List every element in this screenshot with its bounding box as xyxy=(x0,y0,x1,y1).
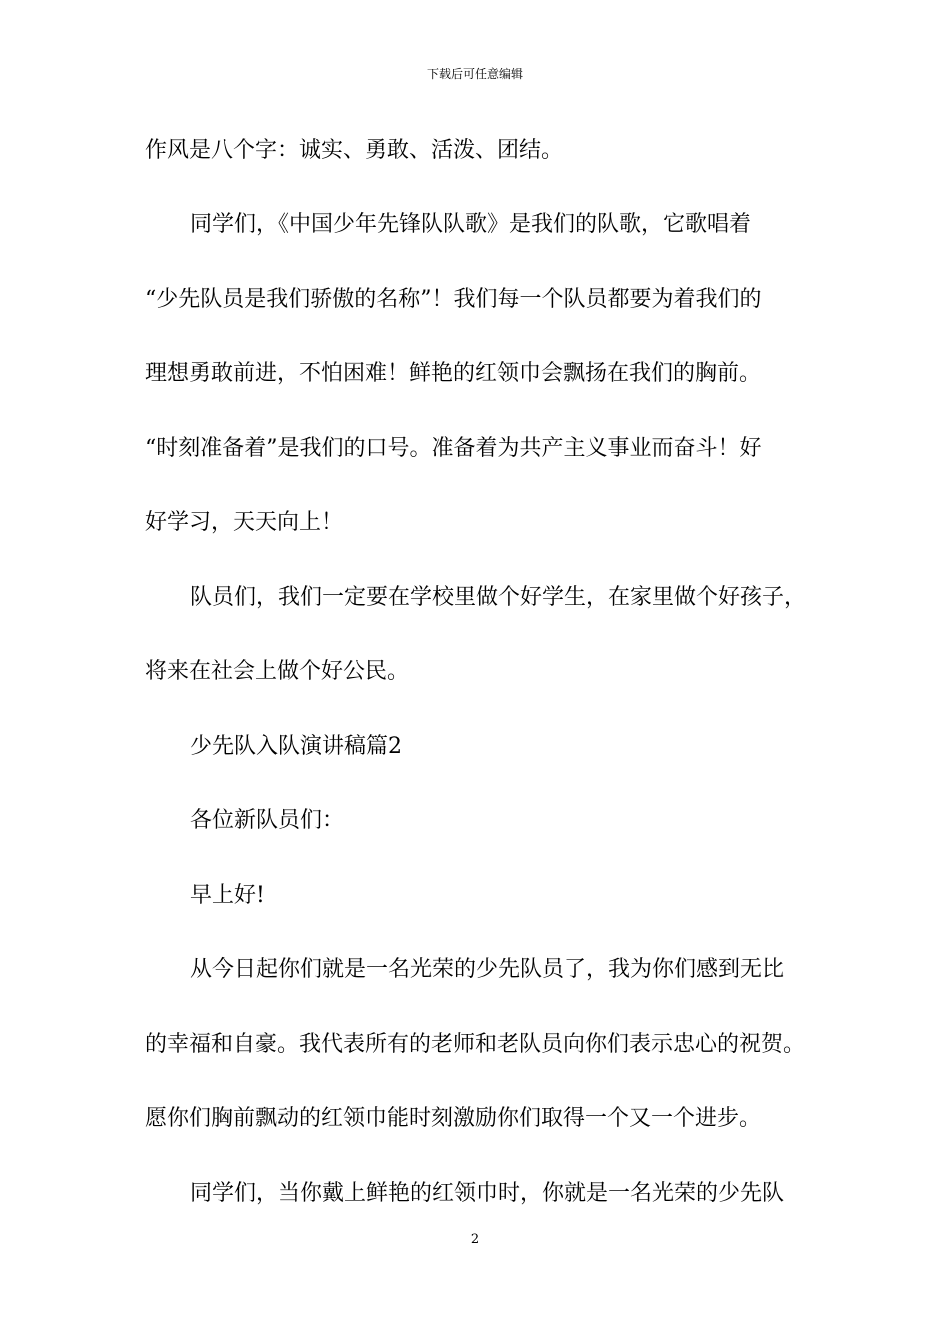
text-line: 同学们，《中国少年先锋队队歌》是我们的队歌，它歌唱着 xyxy=(190,212,752,237)
greeting: 早上好! xyxy=(190,883,265,908)
page-number: 2 xyxy=(470,1232,480,1247)
page-header: 下载后可任意编辑 xyxy=(426,67,523,81)
text-line: 理想勇敢前进，不怕困难！鲜艳的红领巾会飘扬在我们的胸前。 xyxy=(145,361,762,386)
text-line: 作风是八个字：诚实、勇敢、活泼、团结。 xyxy=(145,138,564,163)
text-line: 从今日起你们就是一名光荣的少先队员了，我为你们感到无比 xyxy=(190,957,785,982)
text-line: 同学们，当你戴上鲜艳的红领巾时，你就是一名光荣的少先队 xyxy=(190,1181,785,1206)
text-line: 队员们，我们一定要在学校里做个好学生，在家里做个好孩子， xyxy=(190,585,807,610)
text-line: “少先队员是我们骄傲的名称”！我们每一个队员都要为着我们的 xyxy=(145,287,762,312)
text-line: 好学习，天天向上！ xyxy=(145,510,344,535)
text-line: “时刻准备着”是我们的口号。准备着为共产主义事业而奋斗！好 xyxy=(145,436,762,461)
text-line: 将来在社会上做个好公民。 xyxy=(145,659,410,684)
text-line: 愿你们胸前飘动的红领巾能时刻激励你们取得一个又一个进步。 xyxy=(145,1106,762,1131)
section-heading: 少先队入队演讲稿篇2 xyxy=(190,734,402,759)
text-line: 的幸福和自豪。我代表所有的老师和老队员向你们表示忠心的祝贺。 xyxy=(145,1032,806,1057)
salutation: 各位新队员们： xyxy=(190,808,345,833)
